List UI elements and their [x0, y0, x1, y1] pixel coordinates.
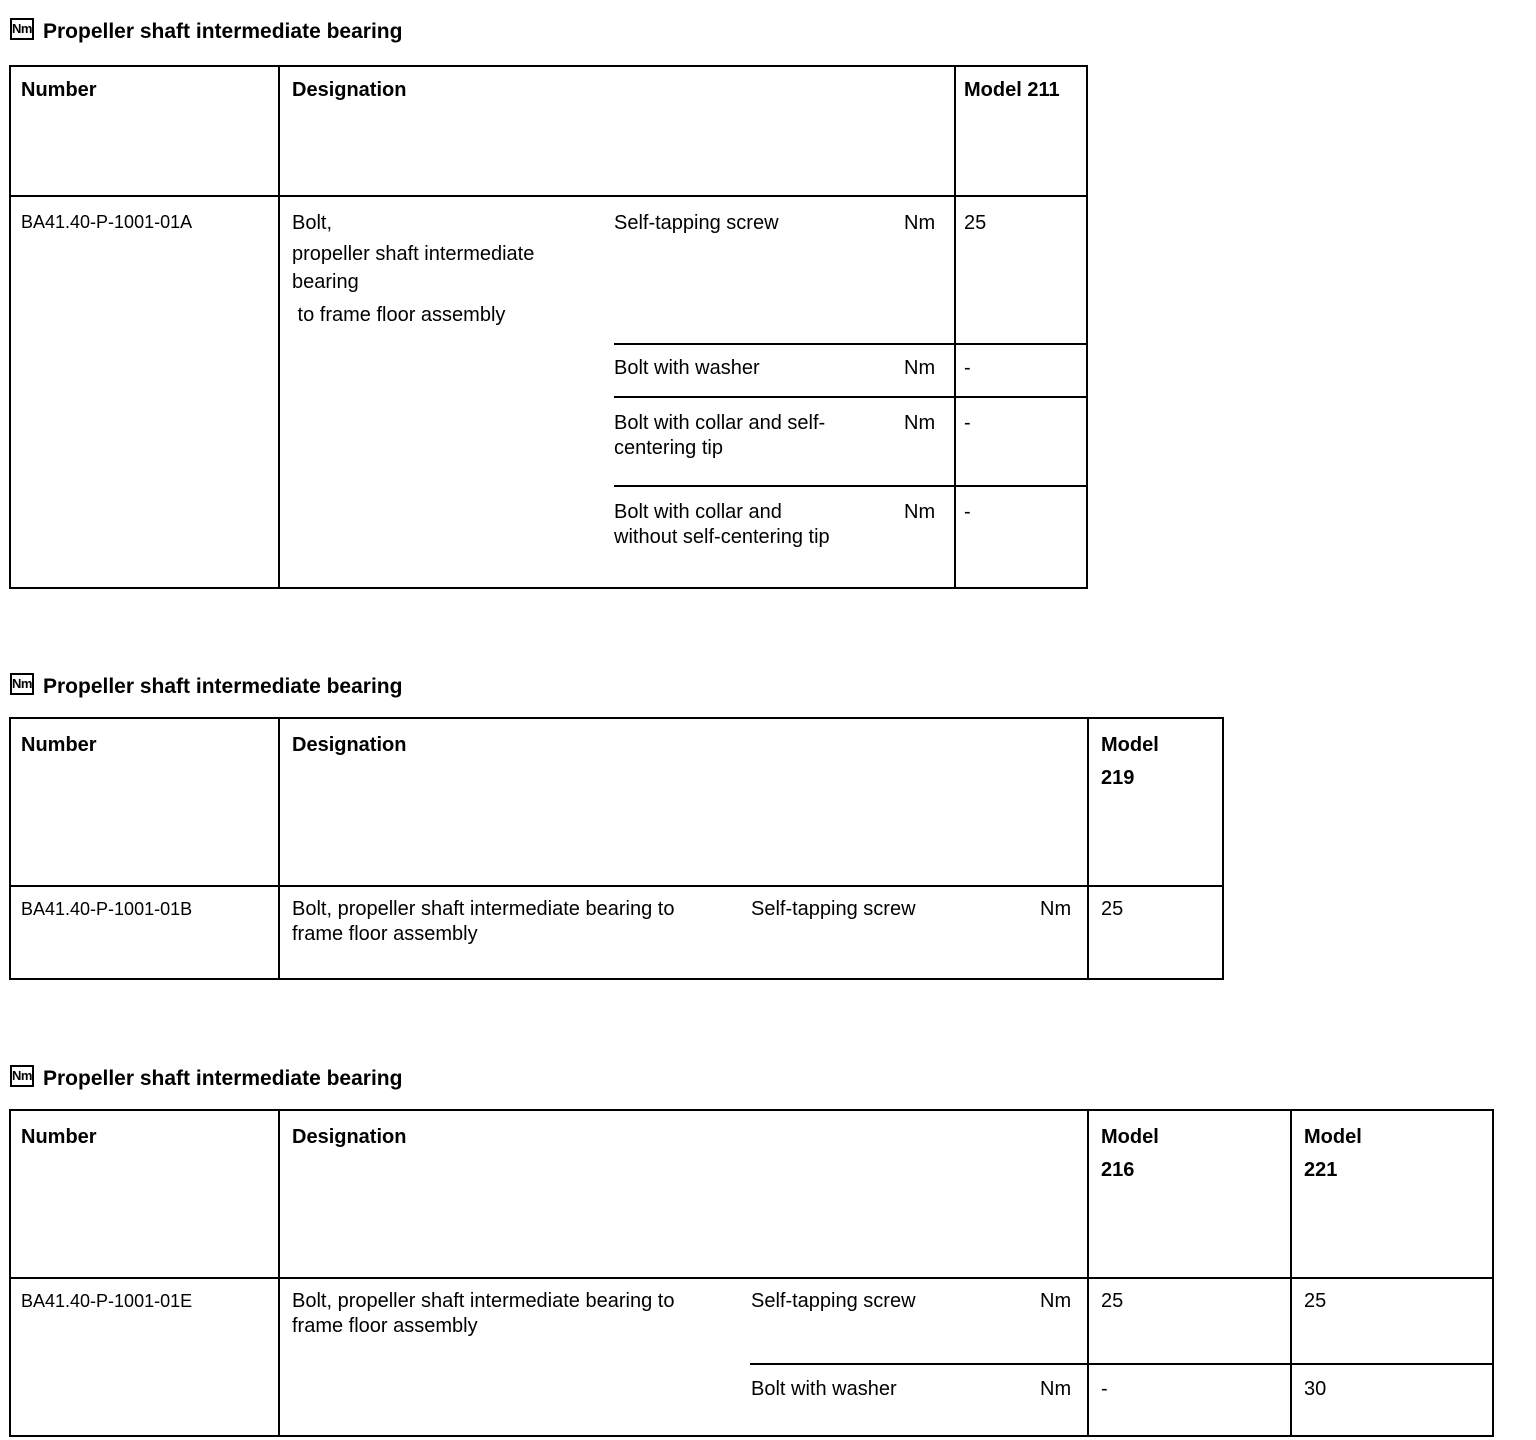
header-divider: [11, 1277, 1492, 1279]
fastener-type: Self-tapping screw: [751, 1290, 916, 1312]
fastener-type: Bolt with washer: [751, 1378, 897, 1400]
column-divider: [1087, 1111, 1089, 1435]
unit-label: Nm: [1040, 1290, 1072, 1312]
torque-value: 25: [1101, 898, 1124, 920]
header-designation: Designation: [292, 1126, 407, 1148]
fastener-type: Self-tapping screw: [614, 212, 779, 234]
section-title: Propeller shaft intermediate bearing: [43, 1067, 403, 1090]
torque-nm-icon: Nm: [10, 673, 34, 695]
fastener-type-cont: centering tip: [614, 437, 723, 459]
row-divider: [614, 485, 1086, 487]
fastener-type-cont: without self-centering tip: [614, 526, 830, 548]
torque-table-1: [9, 65, 1088, 589]
section-title: Propeller shaft intermediate bearing: [43, 20, 403, 43]
header-model-number: 219: [1101, 767, 1135, 789]
row-divider: [750, 1363, 1492, 1365]
section-1-heading: [10, 16, 402, 46]
header-model-a: Model: [1101, 1126, 1159, 1148]
unit-label: Nm: [1040, 898, 1072, 920]
designation-line: Bolt,: [292, 212, 333, 234]
row-divider: [614, 396, 1086, 398]
fastener-type: Bolt with washer: [614, 357, 760, 379]
column-divider: [278, 67, 280, 587]
header-model-b: Model: [1304, 1126, 1362, 1148]
fastener-type: Self-tapping screw: [751, 898, 916, 920]
section-2-heading: [10, 671, 402, 701]
header-model-a-number: 216: [1101, 1159, 1135, 1181]
header-model: Model 211: [964, 79, 1060, 101]
header-number: Number: [21, 79, 97, 101]
header-model: Model: [1101, 734, 1159, 756]
designation-line: Bolt, propeller shaft intermediate bearing to: [292, 1290, 675, 1312]
header-number: Number: [21, 1126, 97, 1148]
torque-value-model-a: 25: [1101, 1290, 1124, 1312]
torque-nm-icon: Nm: [10, 1065, 34, 1087]
column-divider: [1087, 719, 1089, 978]
column-divider: [278, 1111, 280, 1435]
unit-label: Nm: [1040, 1378, 1072, 1400]
torque-value-model-b: 25: [1304, 1290, 1327, 1312]
header-divider: [11, 885, 1222, 887]
designation-line: propeller shaft intermediate: [292, 243, 535, 265]
fastener-type: Bolt with collar and: [614, 501, 782, 523]
unit-label: Nm: [904, 501, 936, 523]
part-number: BA41.40-P-1001-01A: [21, 212, 193, 232]
header-divider: [11, 195, 1086, 197]
torque-value: -: [964, 357, 971, 379]
unit-label: Nm: [904, 357, 936, 379]
torque-table-2: [9, 717, 1224, 980]
designation-line: frame floor assembly: [292, 1315, 478, 1337]
column-divider: [1290, 1111, 1292, 1435]
header-number: Number: [21, 734, 97, 756]
section-title: Propeller shaft intermediate bearing: [43, 675, 403, 698]
torque-table-3: [9, 1109, 1494, 1437]
section-3-heading: [10, 1063, 402, 1093]
fastener-type: Bolt with collar and self-: [614, 412, 826, 434]
unit-label: Nm: [904, 412, 936, 434]
designation-line: frame floor assembly: [292, 923, 478, 945]
torque-value: -: [964, 412, 971, 434]
designation-line: bearing: [292, 271, 359, 293]
torque-value-model-b: 30: [1304, 1378, 1327, 1400]
torque-value: -: [964, 501, 971, 523]
unit-label: Nm: [904, 212, 936, 234]
header-designation: Designation: [292, 734, 407, 756]
part-number: BA41.40-P-1001-01B: [21, 899, 193, 919]
header-model-b-number: 221: [1304, 1159, 1338, 1181]
header-designation: Designation: [292, 79, 407, 101]
torque-value-model-a: -: [1101, 1378, 1108, 1400]
column-divider: [278, 719, 280, 978]
torque-nm-icon: Nm: [10, 18, 34, 40]
designation-line: to frame floor assembly: [292, 304, 506, 326]
part-number: BA41.40-P-1001-01E: [21, 1291, 193, 1311]
designation-line: Bolt, propeller shaft intermediate bearing to: [292, 898, 675, 920]
column-divider: [954, 67, 956, 587]
torque-value: 25: [964, 212, 987, 234]
row-divider: [614, 343, 1086, 345]
